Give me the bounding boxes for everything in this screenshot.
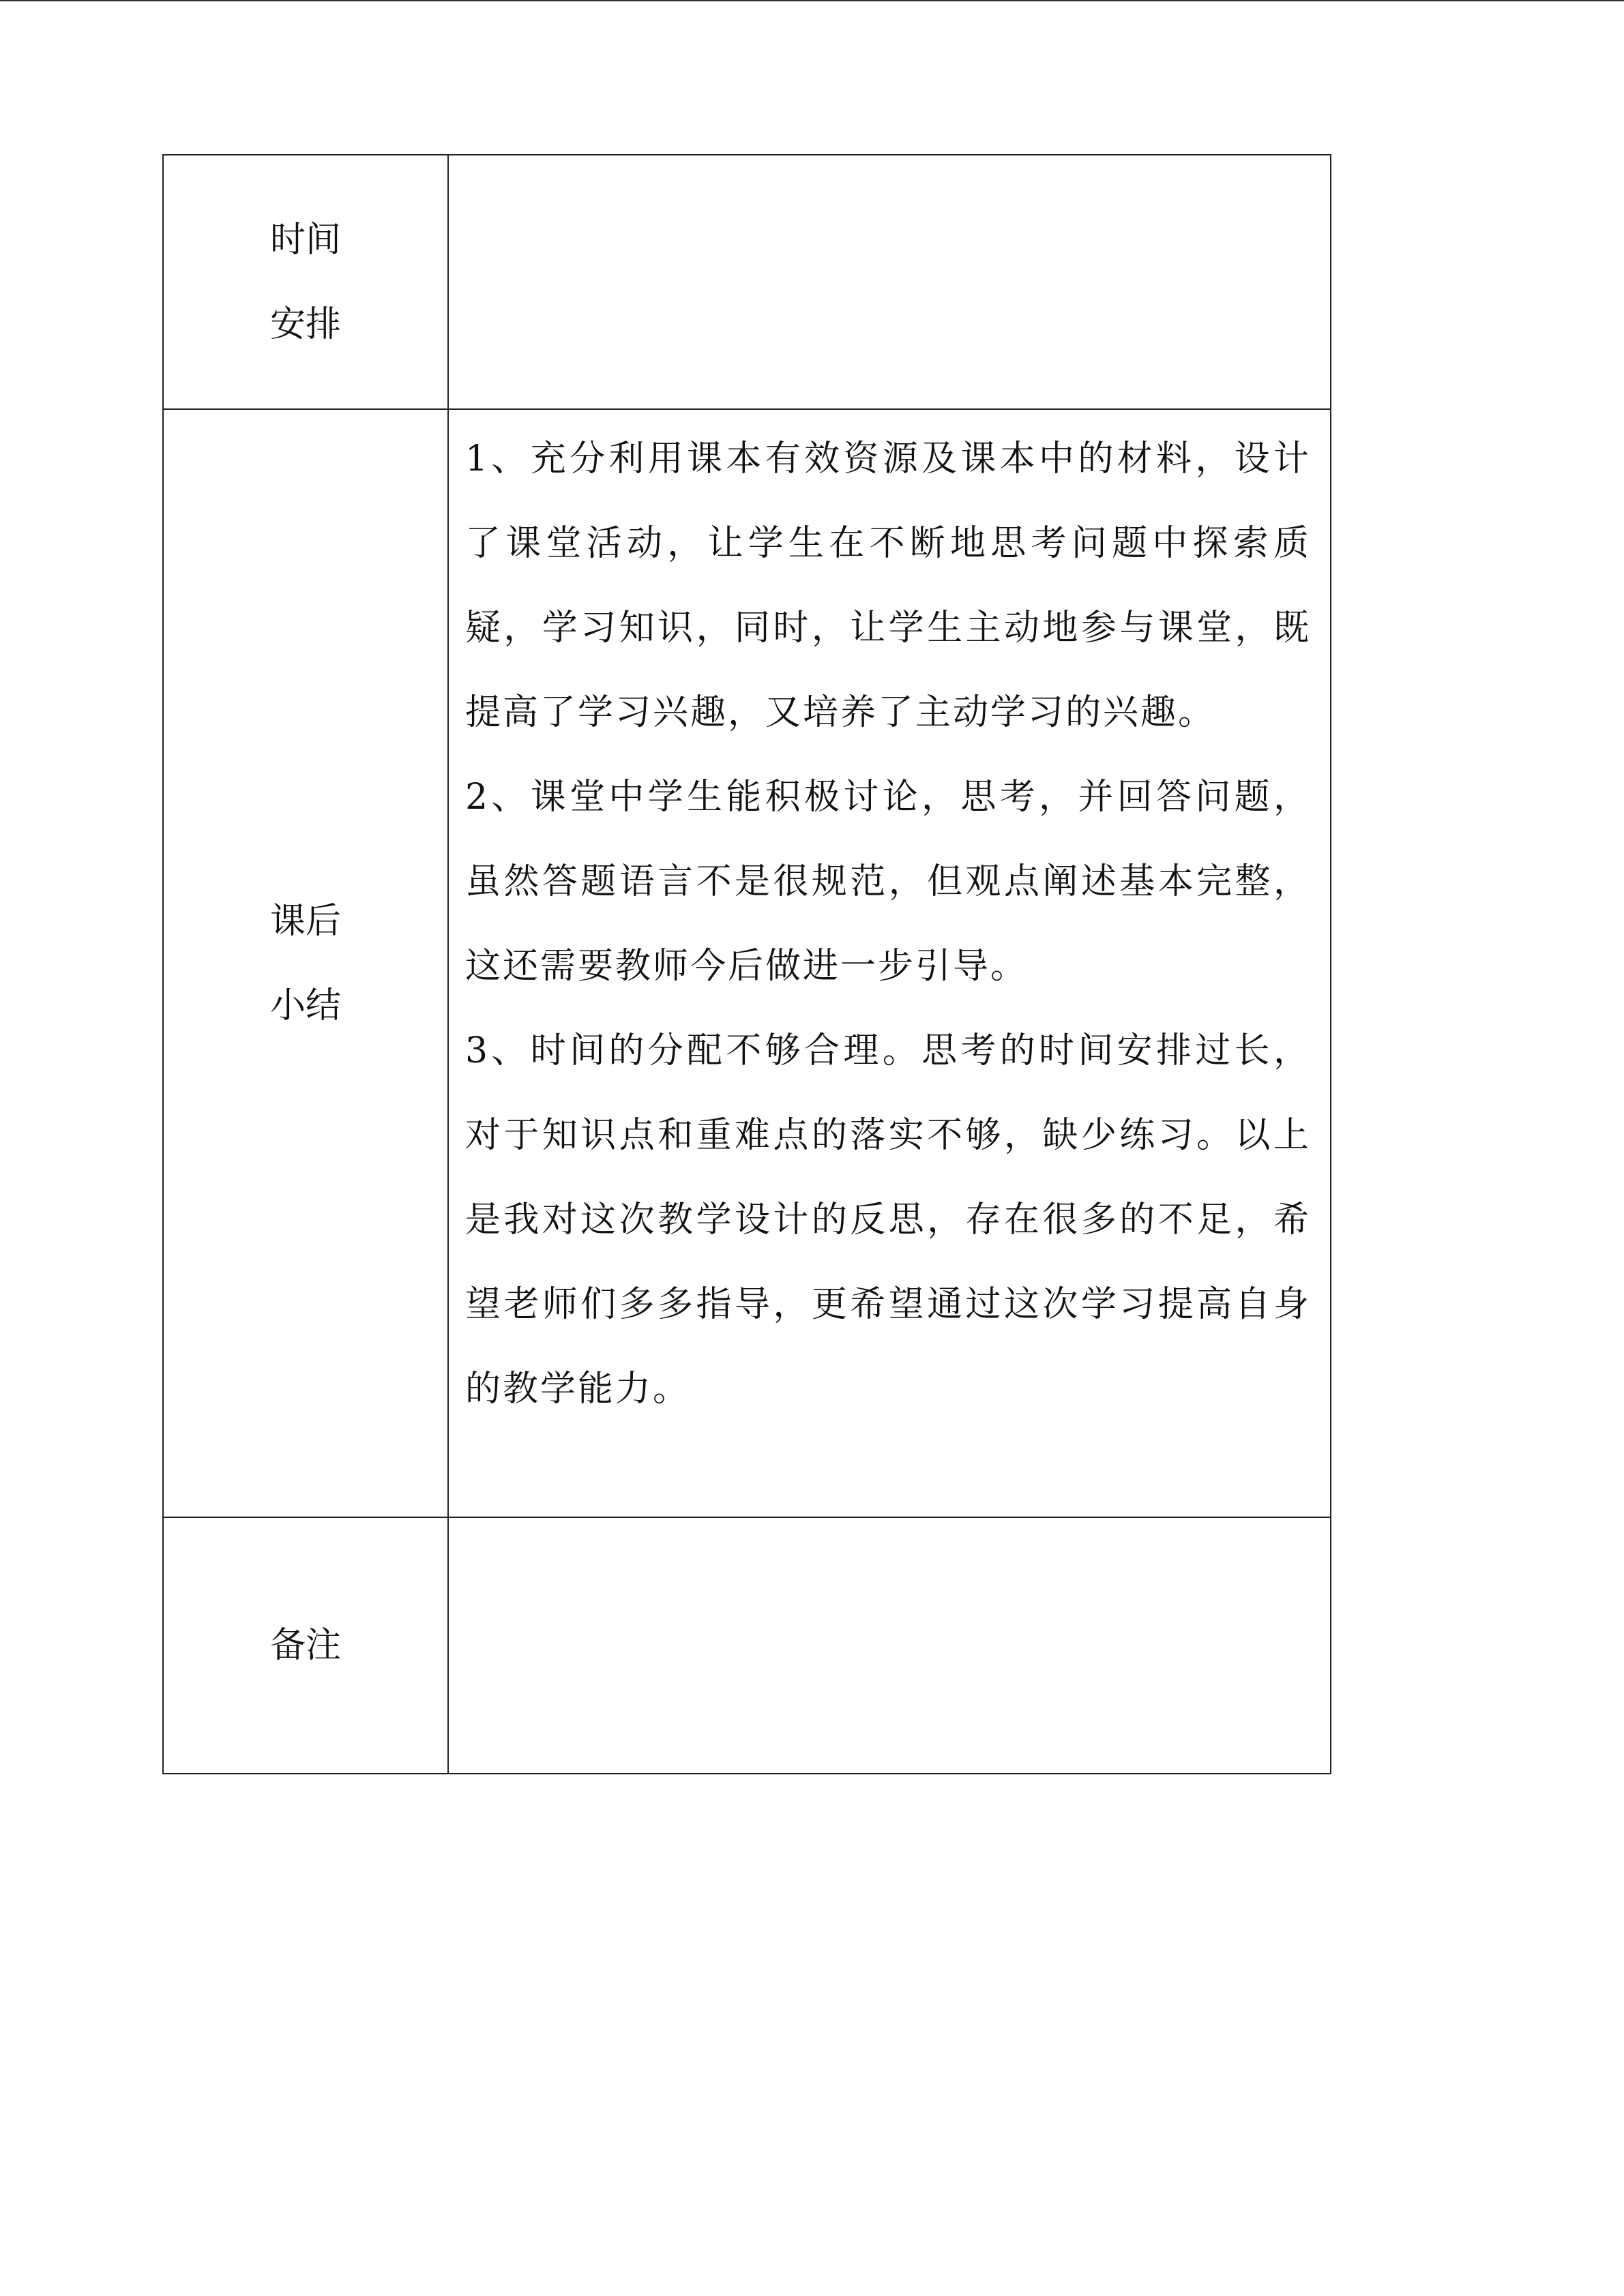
content-cell-lesson-summary [448, 409, 1331, 1517]
label-cell-remarks [163, 1517, 448, 1774]
label-cell-time-arrangement [163, 155, 448, 409]
label-lesson-summary-line1: 课后 [269, 900, 341, 942]
summary-paragraph-1: 1、充分利用课本有效资源及课本中的材料，设计了课堂活动，让学生在不断地思考问题中探索质疑，学习知识，同时，让学生主动地参与课堂，既提高了学习兴趣，又培养了主动学习的兴趣。 [465, 438, 1311, 733]
lesson-summary-text [465, 410, 1311, 1431]
label-lesson-summary [270, 879, 341, 1048]
lesson-form-table [162, 154, 1331, 1774]
label-remarks: 备注 [269, 1625, 341, 1666]
table-row-time-arrangement [163, 155, 1331, 409]
label-time-arrangement [270, 198, 341, 367]
label-time-arrangement-line1: 时间 [269, 219, 341, 260]
content-cell-time-arrangement [448, 155, 1331, 409]
table-row-lesson-summary [163, 409, 1331, 1517]
label-cell-lesson-summary [163, 409, 448, 1517]
content-cell-remarks [448, 1517, 1331, 1774]
summary-paragraph-3: 3、时间的分配不够合理。思考的时间安排过长，对于知识点和重难点的落实不够，缺少练习。以上是我对这次教学设计的反思，存在很多的不足，希望老师们多多指导，更希望通过这次学习提高自身的教学能力。 [465, 1030, 1311, 1410]
summary-paragraph-2: 2、课堂中学生能积极讨论，思考，并回答问题，虽然答题语言不是很规范，但观点阐述基本完整，这还需要教师今后做进一步引导。 [465, 777, 1311, 987]
page-top-border [0, 0, 1624, 1]
label-time-arrangement-line2: 安排 [269, 303, 341, 345]
table-row-remarks [163, 1517, 1331, 1774]
label-lesson-summary-line2: 小结 [269, 985, 341, 1026]
